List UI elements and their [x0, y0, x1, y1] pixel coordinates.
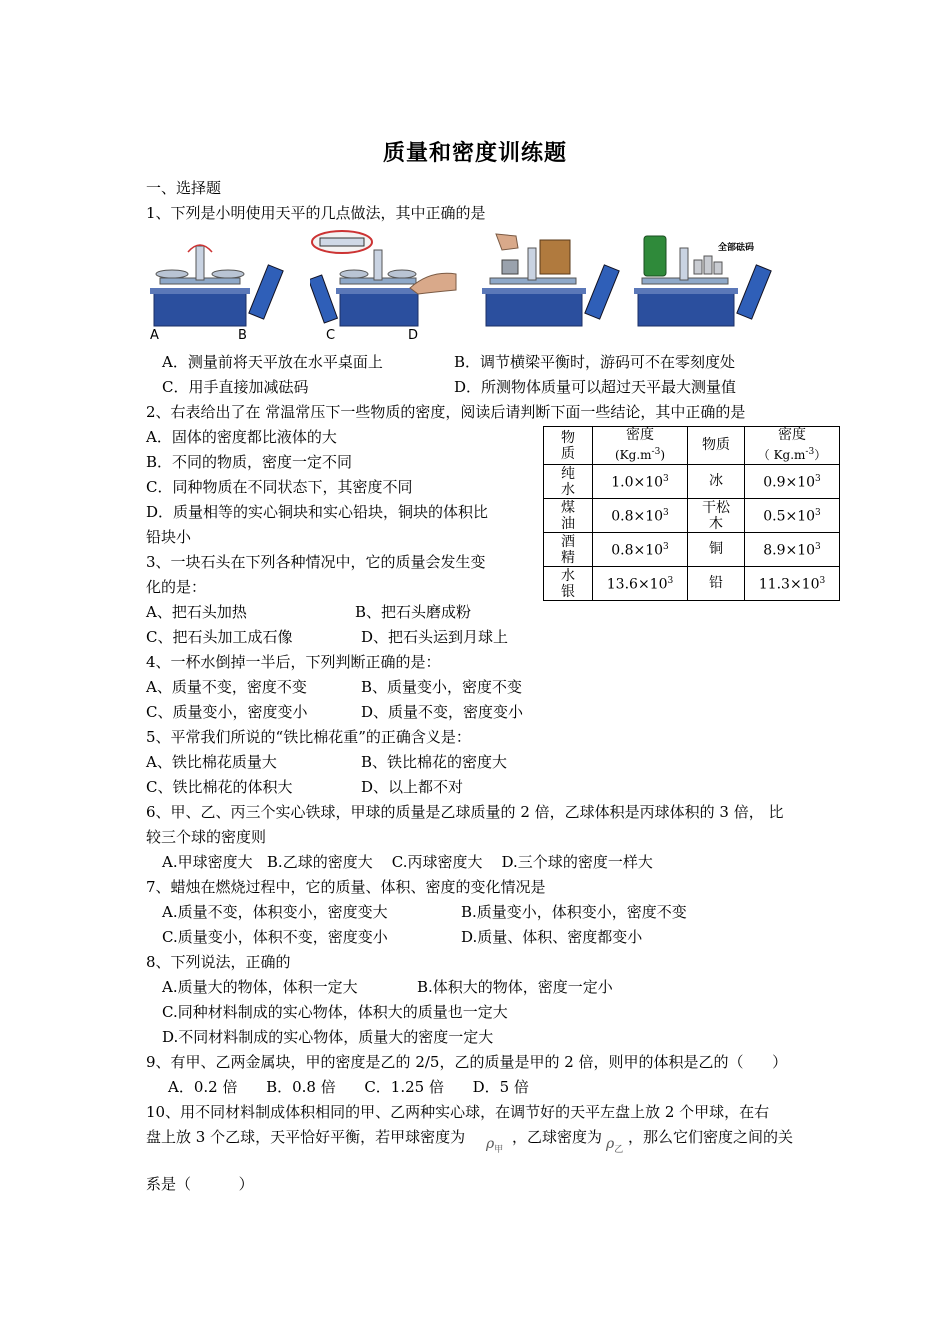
cell-exp: 3 [663, 508, 669, 519]
cell-exp: 3 [663, 542, 669, 553]
rho-subscript: 甲 [494, 1144, 504, 1155]
q6-stem: 6、甲、乙、丙三个实心铁球，甲球的质量是乙球质量的 2 倍，乙球体积是丙球体积的 3 倍， 比 [146, 803, 784, 821]
cell-exp: 3 [819, 576, 826, 587]
table-row [544, 499, 840, 533]
rho-letter: ρ [486, 1136, 495, 1152]
q10-stem-part3: ，那么它们密度之间的关 [628, 1128, 794, 1146]
rho-letter: ρ [606, 1136, 615, 1152]
rho-yi-symbol [606, 1136, 623, 1155]
q8-option-b: B.体积大的物体，密度一定小 [417, 978, 613, 996]
q2-option-b: B．不同的物质，密度一定不同 [146, 453, 353, 471]
cell-exp: 3 [815, 542, 821, 553]
table-row [544, 533, 840, 567]
cell-text: 煤油 [560, 499, 575, 532]
q2-option-d: D．质量相等的实心铜块和实心铅块，铜块的体积比 [146, 503, 489, 521]
q3-option-b: B、把石头磨成粉 [355, 603, 472, 621]
table-header-density-2 [745, 427, 840, 465]
cell-text: 1.0×10 [611, 474, 664, 491]
section-heading: 一、选择题 [146, 179, 222, 197]
q1-option-a: A．测量前将天平放在水平桌面上 [162, 353, 383, 371]
balance-image-4 [634, 230, 782, 330]
unit-close: ) [660, 448, 665, 462]
q1-option-c: C．用手直接加减砝码 [162, 378, 309, 396]
q10-stem-part1: 盘上放 3 个乙球，天平恰好平衡，若甲球密度为 [146, 1128, 466, 1146]
table-cell-density [593, 465, 688, 499]
table-cell-substance [688, 499, 745, 533]
unit-text: （ Kg.m [757, 448, 806, 462]
q5-option-c: C、铁比棉花的体积大 [146, 778, 293, 796]
q4-option-c: C、质量变小，密度变小 [146, 703, 308, 721]
header-text: 密度 [626, 427, 654, 443]
unit-text: (Kg.m [615, 448, 652, 462]
q3-option-a: A、把石头加热 [146, 603, 247, 621]
q4-option-b: B、质量变小，密度不变 [361, 678, 523, 696]
cell-text: 11.3×10 [758, 576, 820, 593]
density-table [543, 426, 840, 601]
cell-text: 酒精 [560, 533, 575, 566]
cell-text: 水银 [560, 567, 575, 600]
header-unit [747, 444, 837, 464]
q7-option-d: D.质量、体积、密度都变小 [461, 928, 643, 946]
cell-text: 0.8×10 [611, 542, 664, 559]
table-header-substance [544, 427, 593, 465]
rho-jia-symbol [486, 1136, 503, 1155]
cell-text: 纯水 [560, 465, 575, 498]
balance-image-3 [482, 230, 630, 330]
table-cell-substance [544, 465, 593, 499]
cell-exp: 3 [815, 474, 821, 485]
page-title: 质量和密度训练题 [382, 140, 567, 166]
table-row [544, 567, 840, 601]
cell-text: 8.9×10 [763, 542, 816, 559]
unit-exp: -3 [651, 447, 661, 457]
cell-text: 13.6×10 [606, 576, 668, 593]
cell-text: 0.9×10 [763, 474, 816, 491]
q4-stem: 4、一杯水倒掉一半后，下列判断正确的是： [146, 653, 441, 671]
q3-option-d: D、把石头运到月球上 [361, 628, 509, 646]
q7-stem: 7、蜡烛在燃烧过程中，它的质量、体积、密度的变化情况是 [146, 878, 546, 896]
q5-stem: 5、平常我们所说的“铁比棉花重”的正确含义是： [146, 728, 471, 746]
balance-image-cd [310, 230, 458, 330]
cell-text: 0.5×10 [763, 508, 816, 525]
q10-stem-part2: ，乙球密度为 [512, 1128, 603, 1146]
rho-subscript: 乙 [614, 1144, 624, 1155]
table-cell-density [593, 499, 688, 533]
q2-option-a: A．固体的密度都比液体的大 [146, 428, 337, 446]
q2-stem: 2、右表给出了在 常温常压下一些物质的密度，阅读后请判断下面一些结论，其中正确的是 [146, 403, 746, 421]
table-cell-density [593, 567, 688, 601]
q8-option-d: D.不同材料制成的实心物体，质量大的密度一定大 [162, 1028, 494, 1046]
cell-text: 干松木 [701, 499, 730, 532]
table-cell-density [745, 533, 840, 567]
cell-text: 0.8×10 [611, 508, 664, 525]
header-unit [595, 444, 685, 464]
table-cell-substance: 冰 [688, 465, 745, 499]
q1-option-d: D．所测物体质量可以超过天平最大测量值 [454, 378, 737, 396]
q7-option-b: B.质量变小，体积变小，密度不变 [461, 903, 687, 921]
figure-label-b: B [238, 328, 247, 343]
table-header-density [593, 427, 688, 465]
q5-option-b: B、铁比棉花的密度大 [361, 753, 508, 771]
table-row [544, 465, 840, 499]
balance-image-ab [150, 230, 298, 330]
table-cell-density [593, 533, 688, 567]
cell-exp: 3 [667, 576, 674, 587]
q9-stem: 9、有甲、乙两金属块，甲的密度是乙的 2/5，乙的质量是甲的 2 倍，则甲的体积是乙的（ ） [146, 1053, 788, 1071]
table-cell-substance [544, 499, 593, 533]
table-cell-substance [544, 567, 593, 601]
q3-option-c: C、把石头加工成石像 [146, 628, 293, 646]
q4-option-d: D、质量不变，密度变小 [361, 703, 524, 721]
balance-figures [150, 230, 770, 332]
q7-option-c: C.质量变小，体积不变，密度变小 [162, 928, 388, 946]
q10-stem: 10、用不同材料制成体积相同的甲、乙两种实心球，在调节好的天平左盘上放 2 个甲球，在右 [146, 1103, 770, 1121]
q3-stem: 3、一块石头在下列各种情况中，它的质量会发生变 [146, 553, 486, 571]
table-header-substance-2: 物质 [688, 427, 745, 465]
q8-option-c: C.同种材料制成的实心物体，体积大的质量也一定大 [162, 1003, 508, 1021]
figure-label-c: C [326, 328, 336, 343]
q9-options: A．0.2 倍 B．0.8 倍 C．1.25 倍 D．5 倍 [168, 1078, 529, 1096]
q7-option-a: A.质量不变，体积变小，密度变大 [162, 903, 388, 921]
table-cell-substance: 铅 [688, 567, 745, 601]
q8-option-a: A.质量大的物体，体积一定大 [162, 978, 358, 996]
q8-stem: 8、下列说法，正确的 [146, 953, 291, 971]
unit-exp: -3 [805, 447, 815, 457]
q6-options: A.甲球密度大 B.乙球的密度大 C.丙球密度大 D.三个球的密度一样大 [162, 853, 653, 871]
cell-exp: 3 [663, 474, 669, 485]
q4-option-a: A、质量不变，密度不变 [146, 678, 307, 696]
figure-label-a: A [150, 328, 159, 343]
q2-option-d-cont: 铅块小 [146, 528, 192, 546]
q5-option-a: A、铁比棉花质量大 [146, 753, 277, 771]
table-cell-density [745, 567, 840, 601]
q1-option-b: B．调节横梁平衡时，游码可不在零刻度处 [454, 353, 736, 371]
table-cell-density [745, 499, 840, 533]
q3-stem-cont: 化的是： [146, 578, 207, 596]
q1-stem: 1、下列是小明使用天平的几点做法，其中正确的是 [146, 204, 486, 222]
q2-option-c: C．同种物质在不同状态下，其密度不同 [146, 478, 413, 496]
q10-stem-end: 系是（ ） [146, 1175, 254, 1193]
table-header-row [544, 427, 840, 465]
cell-exp: 3 [815, 508, 821, 519]
header-text: 物质 [560, 429, 575, 462]
figure-label-d: D [408, 328, 419, 343]
header-text: 密度 [778, 427, 806, 443]
table-cell-substance [544, 533, 593, 567]
table-cell-density [745, 465, 840, 499]
figure-caption-all-weights: 全部砝码 [718, 243, 755, 253]
table-cell-substance: 铜 [688, 533, 745, 567]
q6-stem-cont: 较三个球的密度则 [146, 828, 267, 846]
q5-option-d: D、以上都不对 [361, 778, 464, 796]
unit-close: ） [814, 448, 827, 462]
